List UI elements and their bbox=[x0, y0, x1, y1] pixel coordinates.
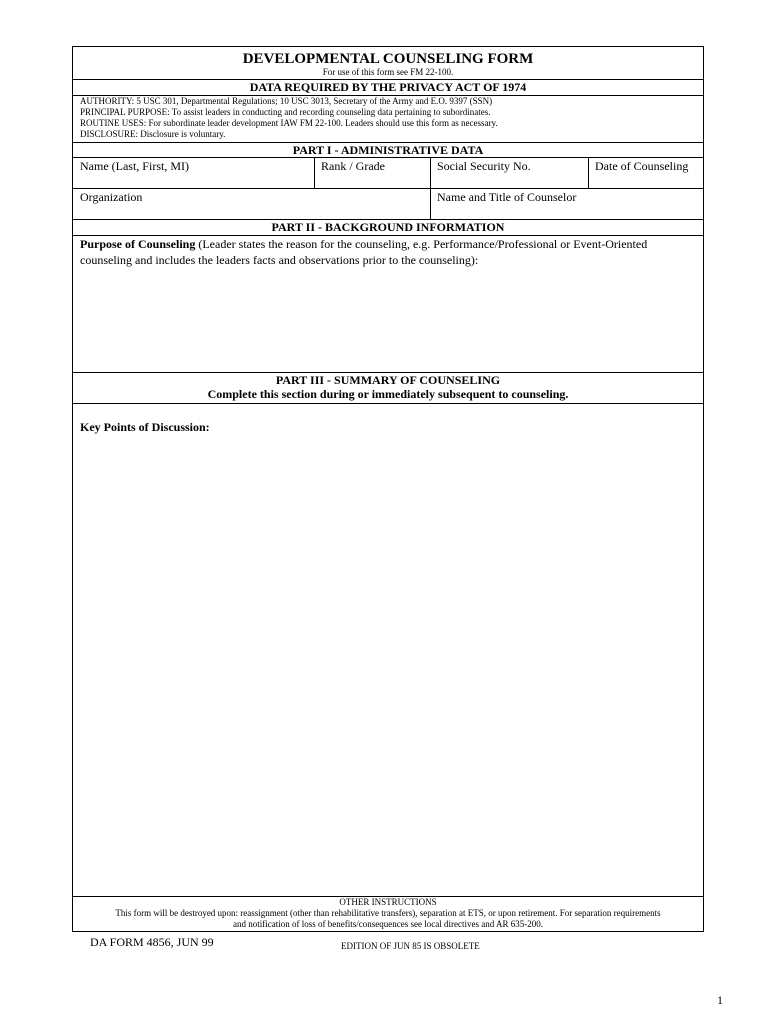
part2-header-row bbox=[73, 220, 703, 234]
privacy-header-row bbox=[73, 80, 703, 94]
form-number: DA FORM 4856, JUN 99 bbox=[90, 935, 214, 949]
privacy-principal-purpose: PRINCIPAL PURPOSE: To assist leaders in conducting and recording counseling data pertaining to subordinates. bbox=[80, 107, 491, 117]
privacy-authority: AUTHORITY: 5 USC 301, Departmental Regulations; 10 USC 3013, Secretary of the Army and E.O. 9397 (SSN) bbox=[80, 96, 493, 106]
part3-header-row bbox=[73, 373, 703, 401]
key-points-label: Key Points of Discussion: bbox=[80, 420, 210, 434]
edition-note: EDITION OF JUN 85 IS OBSOLETE bbox=[341, 941, 480, 951]
divider bbox=[73, 403, 703, 404]
other-instructions-line1: This form will be destroyed upon: reassignment (other than rehabilitative transfers), separation at ETS, or upon retirement. For separation requirements bbox=[115, 908, 661, 918]
divider bbox=[588, 157, 589, 188]
form-title-block bbox=[73, 51, 703, 77]
purpose-of-counseling-text bbox=[73, 236, 703, 268]
purpose-description: (Leader states the reason for the counseling, e.g. Performance/Professional or Event-Oriented counseling and includes the leaders facts and observations prior to the counseling): bbox=[80, 237, 648, 267]
privacy-header: DATA REQUIRED BY THE PRIVACY ACT OF 1974 bbox=[249, 80, 527, 94]
other-instructions-line2: and notification of loss of benefits/consequences see local directives and AR 635-200. bbox=[233, 919, 543, 929]
part1-header: PART I - ADMINISTRATIVE DATA bbox=[292, 143, 484, 157]
part3-header: PART III - SUMMARY OF COUNSELING bbox=[275, 373, 501, 387]
counselor-field-label[interactable]: Name and Title of Counselor bbox=[437, 190, 577, 204]
organization-field-label[interactable]: Organization bbox=[80, 190, 143, 204]
privacy-routine-uses: ROUTINE USES: For subordinate leader development IAW FM 22-100. Leaders should use this form as necessary. bbox=[80, 118, 498, 128]
privacy-disclosure: DISCLOSURE: Disclosure is voluntary. bbox=[80, 129, 226, 139]
part2-header: PART II - BACKGROUND INFORMATION bbox=[271, 220, 505, 234]
form-subtitle: For use of this form see FM 22-100. bbox=[322, 67, 454, 77]
page-number: 1 bbox=[717, 993, 723, 1007]
privacy-statement bbox=[73, 96, 703, 140]
part1-header-row bbox=[73, 143, 703, 157]
other-instructions-header: OTHER INSTRUCTIONS bbox=[339, 897, 437, 907]
divider bbox=[73, 157, 703, 158]
other-instructions bbox=[73, 897, 703, 930]
name-field-label[interactable]: Name (Last, First, MI) bbox=[80, 159, 189, 173]
form-title: DEVELOPMENTAL COUNSELING FORM bbox=[242, 51, 534, 67]
purpose-label: Purpose of Counseling bbox=[80, 237, 196, 251]
date-field-label[interactable]: Date of Counseling bbox=[595, 159, 689, 173]
divider bbox=[314, 157, 315, 188]
divider bbox=[73, 188, 703, 189]
purpose-of-counseling-area[interactable] bbox=[73, 236, 703, 371]
part3-subheader: Complete this section during or immediately subsequent to counseling. bbox=[207, 387, 569, 401]
key-points-area[interactable] bbox=[73, 419, 703, 894]
counseling-form bbox=[72, 46, 704, 932]
ssn-field-label[interactable]: Social Security No. bbox=[437, 159, 531, 173]
rank-field-label[interactable]: Rank / Grade bbox=[321, 159, 385, 173]
